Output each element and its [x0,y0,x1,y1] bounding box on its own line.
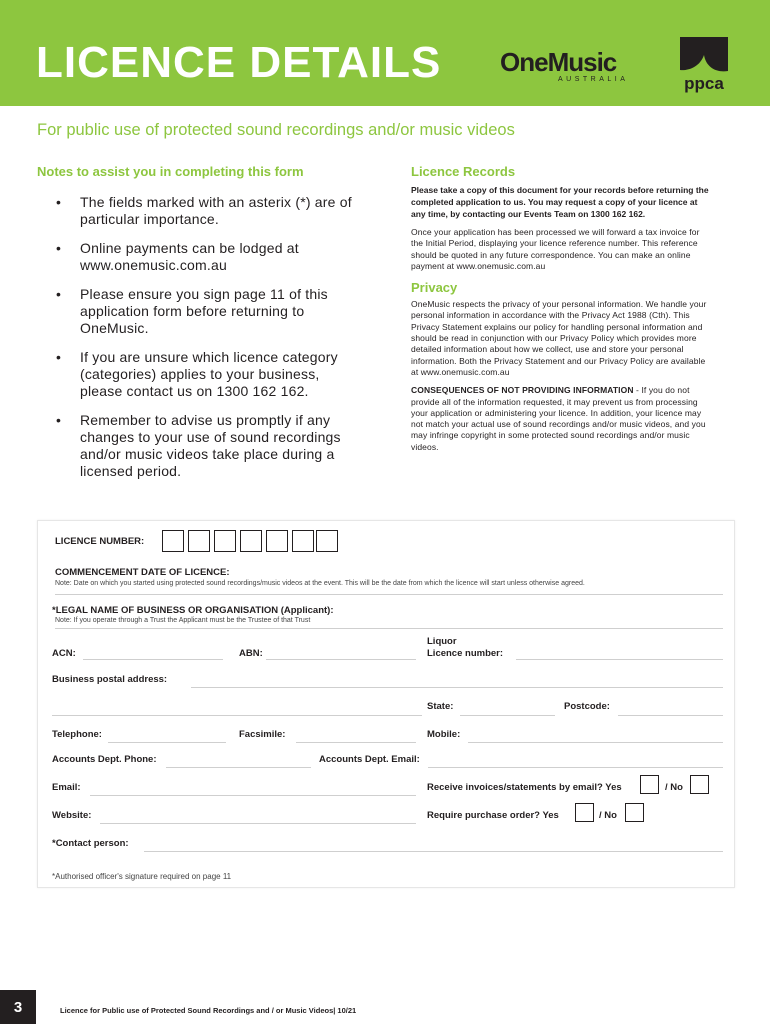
postal-address-label: Business postal address: [52,674,168,685]
records-bold-text: Please take a copy of this document for your records before returning the completed application to us. You may request a copy of your licence at any time, by contacting our Events Team on 1300 162 162. [411,185,709,219]
website-field[interactable] [100,823,416,824]
postcode-field[interactable] [618,715,723,716]
contact-person-label: *Contact person: [52,838,129,849]
accounts-phone-label: Accounts Dept. Phone: [52,754,157,765]
licence-number-digit-box[interactable] [240,530,262,552]
records-heading: Licence Records [411,164,516,179]
state-label: State: [427,701,454,712]
purchase-order-no-checkbox[interactable] [625,803,644,822]
abn-label: ABN: [239,648,263,659]
privacy-heading: Privacy [411,280,458,296]
onemusic-logo-sub: AUSTRALIA [558,76,629,83]
invoices-no-checkbox[interactable] [690,775,709,794]
mobile-label: Mobile: [427,729,461,740]
page-number: 3 [0,990,36,1024]
accounts-phone-field[interactable] [166,767,311,768]
telephone-field[interactable] [108,742,226,743]
onemusic-logo-wordmark: OneMusic [500,47,617,77]
header-banner [0,0,770,106]
email-field[interactable] [90,795,416,796]
licence-number-digit-box[interactable] [316,530,338,552]
liquor-licence-number-label: Licence number: [427,648,504,659]
info-column [411,164,711,453]
commencement-date-label: COMMENCEMENT DATE OF LICENCE: [55,567,230,578]
facsimile-field[interactable] [296,742,416,743]
liquor-licence-number-field[interactable] [516,659,723,660]
postcode-label: Postcode: [564,701,610,712]
records-text: Once your application has been processed we will forward a tax invoice for the Initial Period, displaying your licence reference number. This reference should be quoted in any future correspondence. You can make an online payment at www.onemusic.com.au [411,227,700,271]
licence-number-digit-box[interactable] [162,530,184,552]
licence-details-form [37,520,735,888]
note-item: • The fields marked with an asterix (*) are of particular importance. [56,194,366,228]
acn-field[interactable] [83,659,223,660]
ppca-logo [680,37,728,93]
footer-text: Licence for Public use of Protected Sound Recordings and / or Music Videos| 10/21 [60,1006,357,1015]
acn-label: ACN: [52,648,76,659]
commencement-date-field[interactable] [55,594,723,595]
onemusic-logo [500,49,650,84]
note-item: • Remember to advise us promptly if any changes to your use of sound recordings and/or music videos take place during a licensed period. [56,412,366,480]
form-subtitle: For public use of protected sound recordings and/or music videos [37,121,515,139]
purchase-order-label: Require purchase order? Yes [427,810,559,821]
invoices-no-label: / No [665,782,683,793]
facsimile-label: Facsimile: [239,729,286,740]
licence-number-digit-box[interactable] [266,530,288,552]
telephone-label: Telephone: [52,729,102,740]
consequences-text: - If you do not provide all of the information requested, it may prevent us from processing your application or administering your licence. In addition, your licence may not match your actual use of sound recordings and/or music videos, and you may infringe copyright in some protected sound recordings and/or music videos. [411,385,706,452]
signature-note: *Authorised officer's signature required on page 11 [52,872,232,881]
accounts-email-label: Accounts Dept. Email: [319,754,420,765]
liquor-label: Liquor [427,636,457,647]
licence-number-digit-box[interactable] [292,530,314,552]
accounts-email-field[interactable] [428,767,723,768]
abn-field[interactable] [266,659,416,660]
privacy-text: OneMusic respects the privacy of your personal information. We handle your personal information in accordance with the Privacy Act 1988 (Cth). This Privacy Statement explains our policy for handling personal information and should be read in conjunction with our Privacy Policy which provides more detailed information about how we collect, use and store your personal information. Both the Privacy Statement and our Privacy Policy are available at www.onemusic.com.au [411,299,707,377]
postal-address-field-line2[interactable] [52,715,422,716]
mobile-field[interactable] [468,742,723,743]
licence-number-label: LICENCE NUMBER: [55,536,145,547]
commencement-date-note: Note: Date on which you started using protected sound recordings/music videos at the event. This will be the date from which the licence will start unless otherwise agreed. [55,580,585,587]
consequences-label: CONSEQUENCES OF NOT PROVIDING INFORMATION [411,385,634,396]
legal-name-note: Note: If you operate through a Trust the Applicant must be the Trustee of that Trust [55,617,311,624]
purchase-order-no-label: / No [599,810,617,821]
page-title: LICENCE DETAILS [36,38,442,87]
consequences-paragraph [411,385,711,453]
note-item: • If you are unsure which licence category (categories) applies to your business, please contact us on 1300 162 162. [56,349,366,400]
contact-person-field[interactable] [144,851,723,852]
email-label: Email: [52,782,81,793]
licence-number-digit-box[interactable] [214,530,236,552]
notes-list [56,194,366,492]
invoices-yes-checkbox[interactable] [640,775,659,794]
postal-address-field[interactable] [191,687,723,688]
legal-name-field[interactable] [55,628,723,629]
state-field[interactable] [460,715,555,716]
invoices-by-email-label: Receive invoices/statements by email? Yes [427,782,622,793]
website-label: Website: [52,810,92,821]
ppca-logo-text: ppca [684,74,724,93]
purchase-order-yes-checkbox[interactable] [575,803,594,822]
note-item: • Please ensure you sign page 11 of this application form before returning to OneMusic. [56,286,366,337]
licence-number-digit-box[interactable] [188,530,210,552]
note-item: • Online payments can be lodged at www.onemusic.com.au [56,240,366,274]
legal-name-label: *LEGAL NAME OF BUSINESS OR ORGANISATION (Applicant): [52,605,334,616]
notes-heading: Notes to assist you in completing this form [37,164,304,179]
